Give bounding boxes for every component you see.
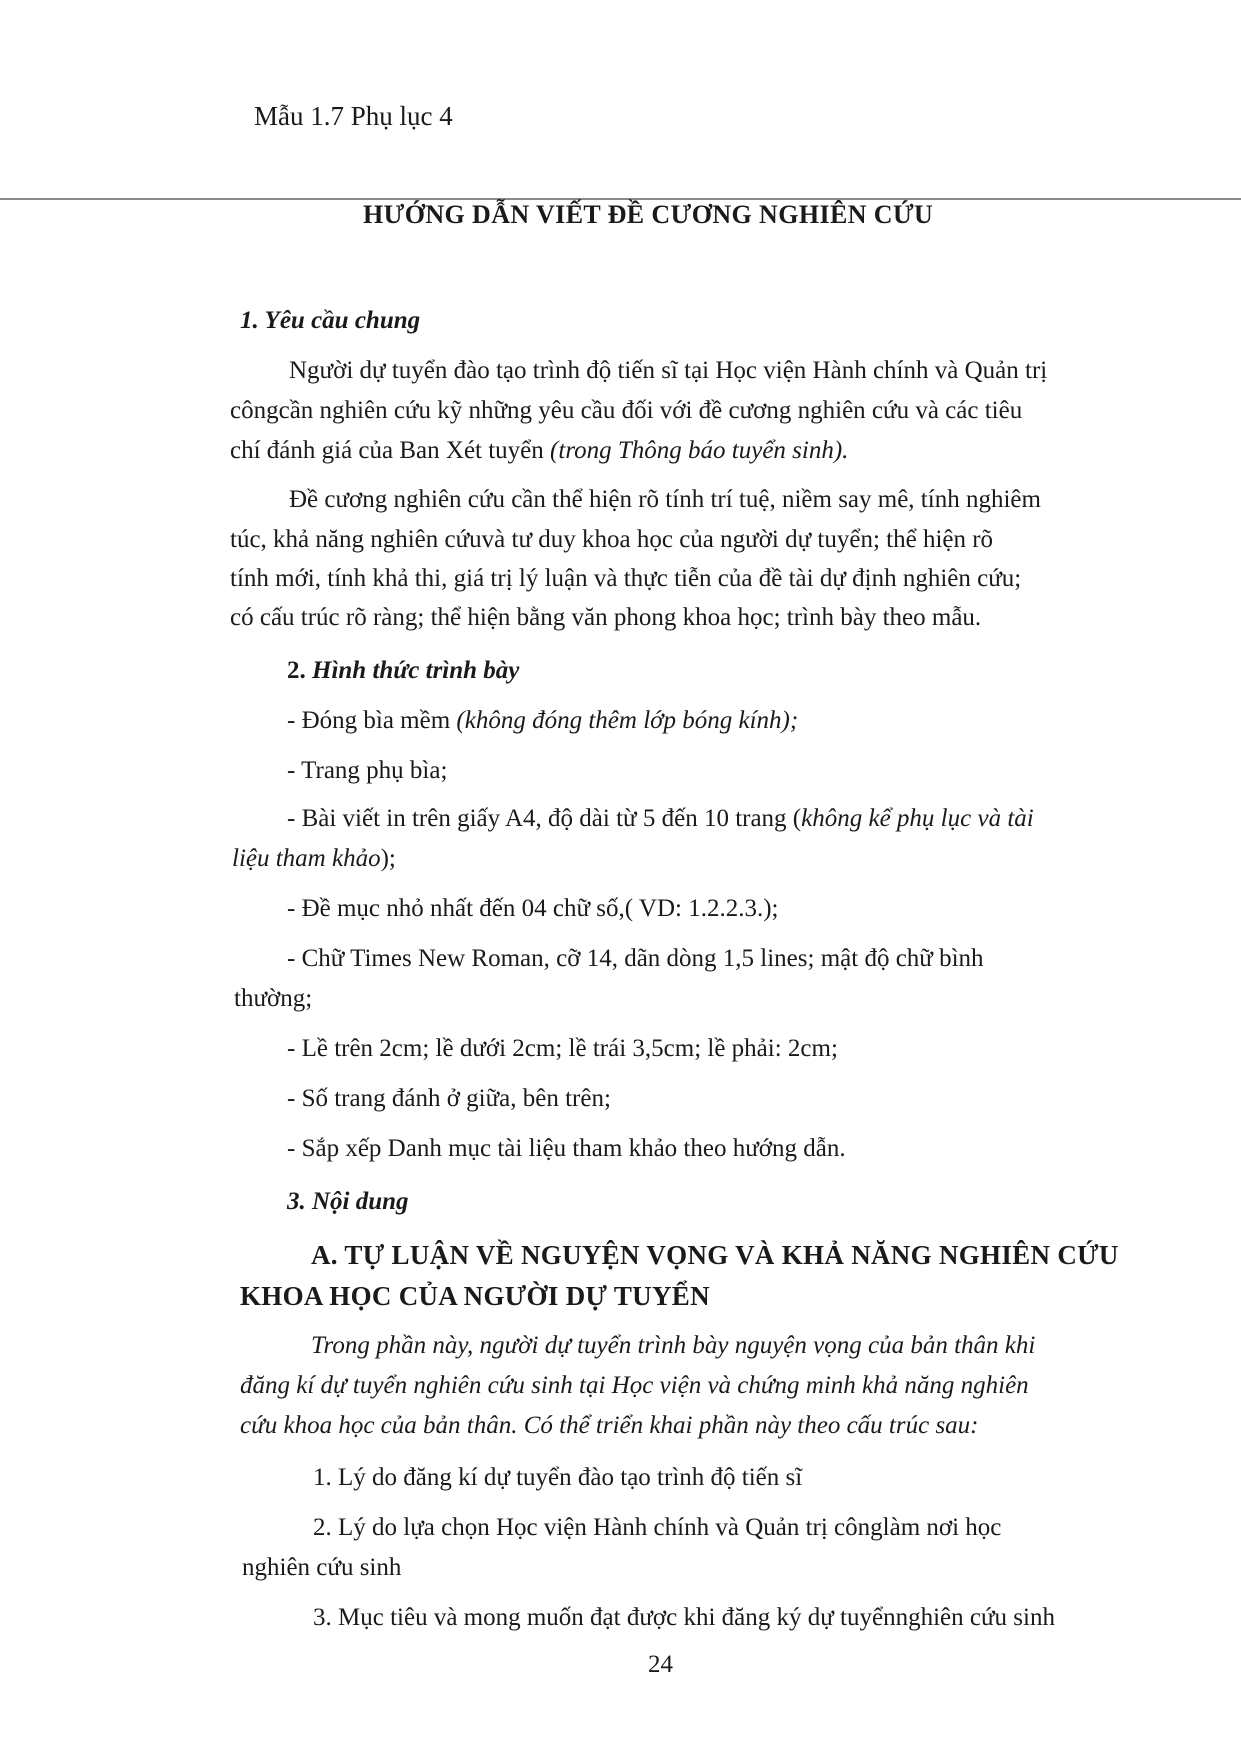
- list-item-3-line2-italic: liệu tham khảo: [232, 845, 381, 872]
- list-item-1-text: - Đóng bìa mềm: [287, 707, 457, 734]
- list-item-3: [287, 804, 1034, 834]
- para1-line1: Người dự tuyển đào tạo trình độ tiến sĩ tại Học viện Hành chính và Quản trị: [289, 357, 1048, 384]
- list-item-1-italic: (không đóng thêm lớp bóng kính);: [456, 707, 799, 734]
- subsection-a-title-line2: KHOA HỌC CỦA NGƯỜI DỰ TUYỂN: [240, 1281, 710, 1311]
- form-label: Mẫu 1.7 Phụ lục 4: [254, 101, 453, 131]
- intro-line3: cứu khoa học của bản thân. Có thể triển khai phần này theo cấu trúc sau:: [240, 1412, 979, 1439]
- point-2-continued: nghiên cứu sinh: [242, 1554, 402, 1581]
- para2-line2: túc, khả năng nghiên cứuvà tư duy khoa học của người dự tuyển; thể hiện rõ: [230, 526, 994, 553]
- intro-line1: Trong phần này, người dự tuyển trình bày nguyện vọng của bản thân khi: [311, 1332, 1036, 1359]
- section-2-heading: [287, 656, 519, 686]
- para1-line2: côngcần nghiên cứu kỹ những yêu cầu đối với đề cương nghiên cứu và các tiêu: [230, 397, 1023, 424]
- point-3: 3. Mục tiêu và mong muốn đạt được khi đăng ký dự tuyểnnghiên cứu sinh: [313, 1604, 1055, 1631]
- list-item-2: - Trang phụ bìa;: [287, 757, 448, 784]
- intro-line2: đăng kí dự tuyển nghiên cứu sinh tại Học viện và chứng minh khả năng nghiên: [240, 1372, 1029, 1399]
- para2-line4: có cấu trúc rõ ràng; thể hiện bằng văn phong khoa học; trình bày theo mẫu.: [230, 604, 982, 631]
- section-2-heading-number: 2.: [287, 657, 312, 684]
- para1-line3-italic: (trong Thông báo tuyển sinh).: [550, 437, 849, 464]
- list-item-6: - Lề trên 2cm; lề dưới 2cm; lề trái 3,5cm; lề phải: 2cm;: [287, 1035, 838, 1062]
- point-2: 2. Lý do lựa chọn Học viện Hành chính và Quản trị cônglàm nơi học: [313, 1514, 1002, 1541]
- section-2-heading-text: Hình thức trình bày: [312, 657, 520, 684]
- list-item-3-text: - Bài viết in trên giấy A4, độ dài từ 5 đến 10 trang (: [287, 805, 802, 832]
- list-item-3-continued: [232, 844, 396, 874]
- list-item-5-continued: thường;: [234, 985, 313, 1012]
- list-item-8: - Sắp xếp Danh mục tài liệu tham khảo theo hướng dẫn.: [287, 1135, 846, 1162]
- page-number: 24: [648, 1651, 673, 1678]
- para1-line3-text: chí đánh giá của Ban Xét tuyển: [230, 437, 551, 464]
- section-3-heading: 3. Nội dung: [287, 1188, 409, 1215]
- list-item-4: - Đề mục nhỏ nhất đến 04 chữ số,( VD: 1.2.2.3.);: [287, 895, 779, 922]
- list-item-7: - Số trang đánh ở giữa, bên trên;: [287, 1085, 611, 1112]
- para2-line1: Đề cương nghiên cứu cần thể hiện rõ tính trí tuệ, niềm say mê, tính nghiêm: [289, 486, 1041, 513]
- section-1-heading: 1. Yêu cầu chung: [240, 307, 421, 334]
- list-item-3-italic: không kể phụ lục và tài: [801, 805, 1034, 832]
- subsection-a-title-line1: A. TỰ LUẬN VỀ NGUYỆN VỌNG VÀ KHẢ NĂNG NGHIÊN CỨU: [311, 1240, 1119, 1270]
- para1-line3: [230, 436, 848, 466]
- para2-line3: tính mới, tính khả thi, giá trị lý luận và thực tiễn của đề tài dự định nghiên cứu;: [230, 565, 1022, 592]
- list-item-3-line2-text: );: [380, 845, 396, 872]
- list-item-5: - Chữ Times New Roman, cỡ 14, dãn dòng 1,5 lines; mật độ chữ bình: [287, 945, 984, 972]
- list-item-1: [287, 706, 798, 736]
- point-1: 1. Lý do đăng kí dự tuyển đào tạo trình độ tiến sĩ: [313, 1464, 803, 1491]
- document-title: HƯỚNG DẪN VIẾT ĐỀ CƯƠNG NGHIÊN CỨU: [363, 200, 934, 229]
